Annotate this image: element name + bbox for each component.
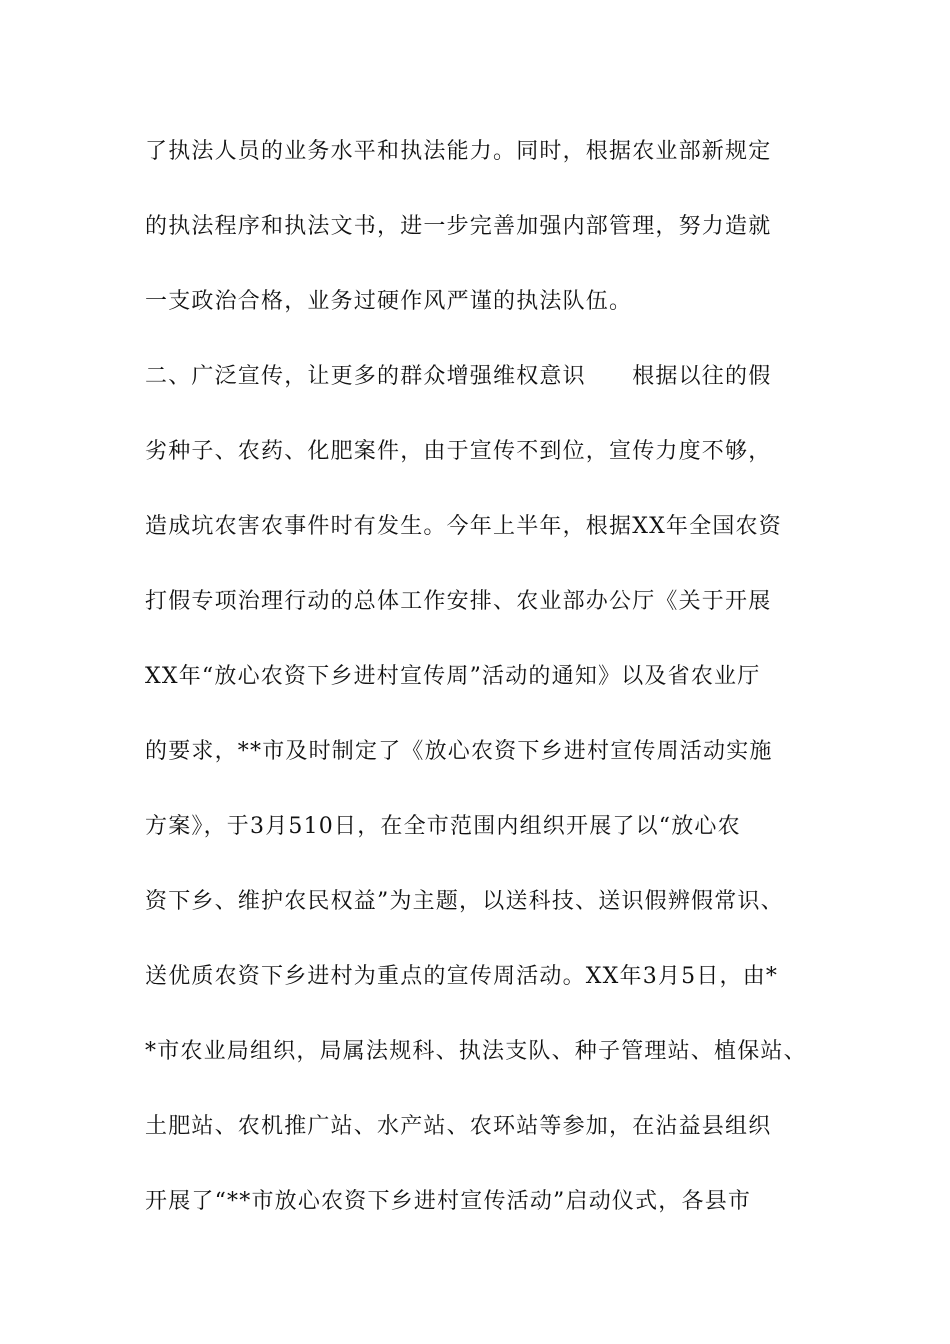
- text-line-14: 土肥站、农机推广站、水产站、农环站等参加，在沾益县组织: [145, 1114, 772, 1139]
- text-line-3: 一支政治合格，业务过硬作风严谨的执法队伍。: [145, 289, 633, 314]
- text-line-5: 劣种子、农药、化肥案件，由于宣传不到位，宣传力度不够，: [145, 439, 772, 464]
- text-line-8: XX年“放心农资下乡进村宣传周”活动的通知》以及省农业厅: [145, 664, 761, 689]
- text-line-13: *市农业局组织，局属法规科、执法支队、种子管理站、植保站、: [145, 1039, 807, 1064]
- text-line-12: 送优质农资下乡进村为重点的宣传周活动。XX年3月5日，由*: [145, 964, 779, 989]
- text-line-9: 的要求，**市及时制定了《放心农资下乡进村宣传周活动实施: [145, 739, 773, 764]
- text-line-7: 打假专项治理行动的总体工作安排、农业部办公厅《关于开展: [145, 589, 772, 614]
- text-line-15: 开展了“**市放心农资下乡进村宣传活动”启动仪式，各县市: [145, 1189, 752, 1214]
- text-line-1: 了执法人员的业务水平和执法能力。同时，根据农业部新规定: [145, 139, 772, 164]
- text-line-2: 的执法程序和执法文书，进一步完善加强内部管理，努力造就: [145, 214, 772, 239]
- text-line-6: 造成坑农害农事件时有发生。今年上半年，根据XX年全国农资: [145, 514, 782, 539]
- text-line-4: 二、广泛宣传，让更多的群众增强维权意识 根据以往的假: [145, 364, 772, 389]
- text-line-10: 方案》，于3月510日，在全市范围内组织开展了以“放心农: [145, 814, 741, 839]
- text-line-11: 资下乡、维护农民权益”为主题，以送科技、送识假辨假常识、: [145, 889, 784, 914]
